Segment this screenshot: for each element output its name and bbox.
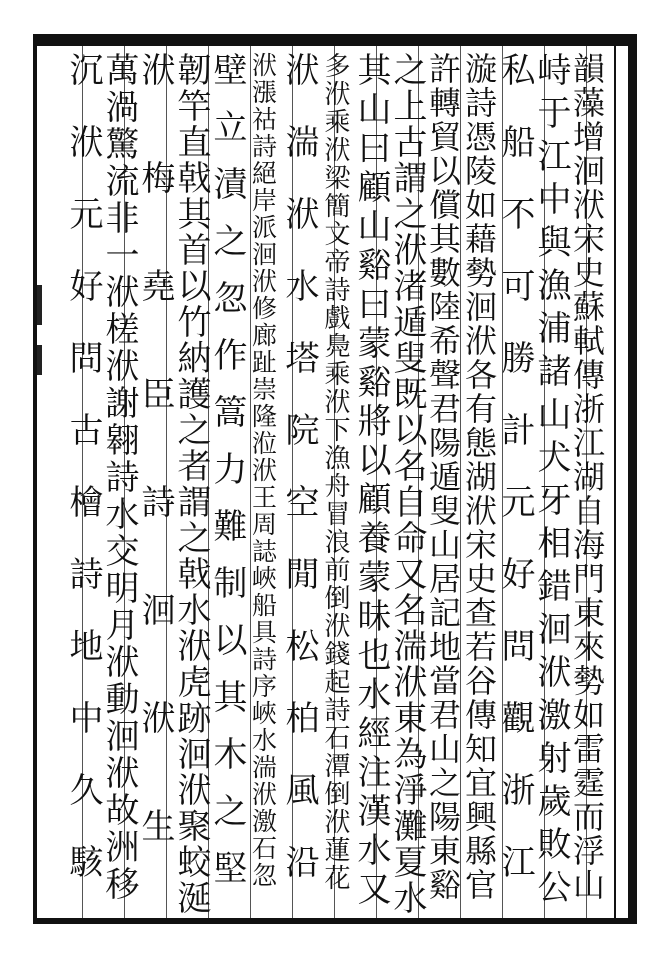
column-text: 洑漲祜詩絕岸派洄洑修廊趾崇隆涖洑王周誌峽船具詩序峽水湍洑激石忽 bbox=[248, 52, 278, 889]
column-text: 韻藻增洄洑宋史蘇軾傳浙江湖自海門東來勢如雷霆而浮山 bbox=[568, 52, 606, 902]
column-text: 沉洑元好問古檜詩地中久駭 bbox=[63, 52, 103, 916]
text-column bbox=[56, 52, 110, 916]
margin-marks bbox=[37, 285, 43, 485]
column-text: 多洑乘洑梁簡文帝詩戲鳧乘洑下漁舟冒浪前倒洑錢起詩石潭倒洑蓮花 bbox=[320, 52, 350, 892]
column-text: 許轉貿以償其數陸希聲君陽遁叟山居記地當君山之陽東谿 bbox=[424, 52, 462, 902]
column-text: 其山曰顧山谿曰蒙谿將以顧養蒙昧也水經注漢水又 bbox=[351, 52, 391, 910]
right-border bbox=[628, 34, 637, 924]
bottom-border bbox=[33, 918, 637, 924]
column-text: 漩詩憑陵如藉勢洄洑各有態湖洑宋史查若谷傳知宜興縣官 bbox=[460, 52, 498, 902]
right-inner-border bbox=[614, 46, 616, 924]
column-text: 洑梅堯臣詩洄洑生 bbox=[135, 52, 175, 916]
top-border bbox=[33, 34, 629, 46]
column-text: 韌竿直戟其首以竹納護之者謂之戟水洑虎跡洄洑聚蛟涎 bbox=[171, 52, 211, 916]
column-text: 之上古謂之洑渚遁叟既以名自命又名湍洑東為淨灘夏水 bbox=[387, 52, 427, 916]
margin-mark bbox=[37, 285, 42, 325]
column-text: 萬渦驚流非一洑槎洑謝翱詩水交明月洑動洄洑故洲移 bbox=[99, 52, 139, 903]
column-text: 洑湍洑水塔院空閒松柏風沿 bbox=[279, 52, 319, 916]
margin-mark bbox=[37, 345, 42, 375]
column-text: 壁立漬之忽作篙力難制以其木之堅 bbox=[207, 52, 247, 907]
column-text: 峙于江中與漁浦諸山犬牙相錯洄洑激射歲敗公 bbox=[531, 52, 571, 912]
column-text: 私船不可勝計元好問觀浙江 bbox=[495, 52, 535, 916]
